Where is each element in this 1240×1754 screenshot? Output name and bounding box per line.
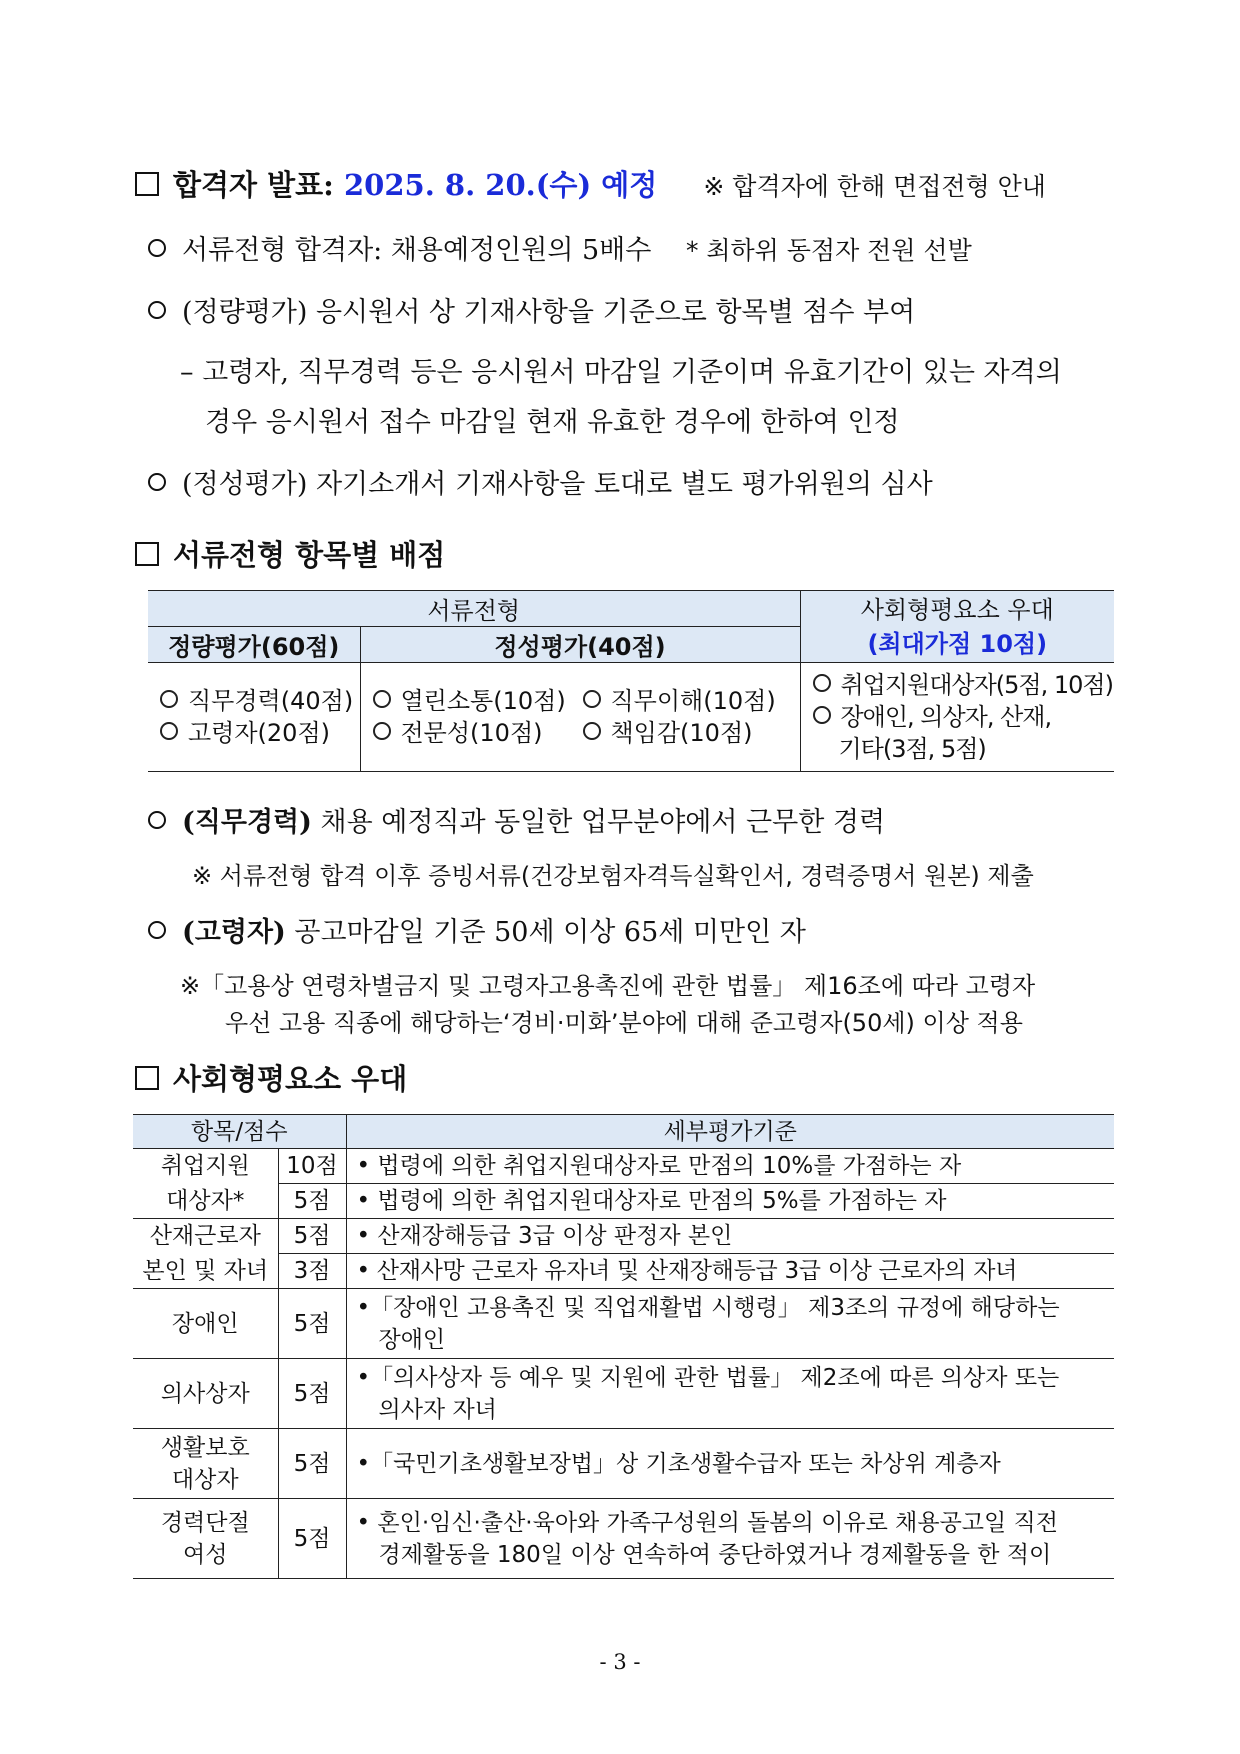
career-note: ※ 서류전형 합격 이후 증빙서류(건강보험자격득실확인서, 경력증명서 원본) 제출 [192, 862, 1034, 890]
social-item: 취업지원대상자(5점, 10점) [813, 669, 1115, 701]
circle-icon [373, 690, 391, 708]
bullet-text: (정량평가) 응시원서 상 기재사항을 기준으로 항목별 점수 부여 [182, 297, 916, 328]
circle-bullet-icon [148, 921, 166, 939]
score-cell: 3점 [278, 1254, 346, 1289]
header-doc-screening: 서류전형 [148, 591, 800, 627]
detail-cell: • 산재사망 근로자 유자녀 및 산재장해등급 3급 이상 근로자의 자녀 [346, 1254, 1114, 1289]
circle-bullet-icon [148, 239, 166, 257]
social-items [800, 663, 1114, 772]
circle-icon [373, 722, 391, 740]
announcement-note: ※ 합격자에 한해 면접전형 안내 [703, 172, 1046, 201]
circle-icon [813, 674, 831, 692]
social-item: 장애인, 의상자, 산재, [813, 701, 1115, 733]
section-title: 사회형평요소 우대 [173, 1062, 408, 1096]
header-detail: 세부평가기준 [346, 1115, 1114, 1149]
detail-cell: • 법령에 의한 취업지원대상자로 만점의 10%를 가점하는 자 [346, 1149, 1114, 1184]
circle-icon [583, 722, 601, 740]
section-pref-heading [135, 1057, 407, 1098]
elderly-note-1: ※「고용상 연령차별금지 및 고령자고용촉진에 관한 법률」 제16조에 따라 고령자 [180, 972, 1036, 1000]
circle-icon [160, 690, 178, 708]
quant-item: 고령자(20점) [160, 717, 360, 749]
qual-items [360, 663, 800, 772]
header-item-score: 항목/점수 [133, 1115, 346, 1149]
elderly-text: 공고마감일 기준 50세 이상 65세 미만인 자 [294, 917, 806, 948]
circle-bullet-icon [148, 811, 166, 829]
circle-icon [583, 690, 601, 708]
detail-cell: • 법령에 의한 취업지원대상자로 만점의 5%를 가점하는 자 [346, 1184, 1114, 1219]
detail-cell: • 혼인·임신·출산·육아와 가족구성원의 돌봄의 이유로 채용공고일 직전 경제활동을 180일 이상 연속하여 중단하였거나 경제활동을 한 적이 [346, 1499, 1114, 1579]
qual-item: 직무이해(10점) [583, 687, 776, 715]
bullet-doc-pass [148, 228, 972, 267]
section-score-heading [135, 533, 445, 574]
career-label: (직무경력) [182, 807, 312, 838]
table-row [133, 1219, 1114, 1254]
checkbox-square-icon [135, 172, 159, 196]
bullet-quant [148, 290, 915, 329]
score-table [148, 590, 1114, 772]
qual-item: 책임감(10점) [583, 719, 753, 747]
quant-item: 직무경력(40점) [160, 685, 360, 717]
checkbox-square-icon [135, 1066, 159, 1090]
item-cell: 대상자* [133, 1184, 278, 1219]
item-cell: 본인 및 자녀 [133, 1254, 278, 1289]
bullet-text: (정성평가) 자기소개서 기재사항을 토대로 별도 평가위원의 심사 [182, 469, 933, 500]
score-cell: 5점 [278, 1429, 346, 1499]
header-qual: 정성평가(40점) [360, 627, 800, 663]
score-cell: 5점 [278, 1359, 346, 1429]
dash-line-1: – 고령자, 직무경력 등은 응시원서 마감일 기준이며 유효기간이 있는 자격의 [180, 357, 1062, 388]
detail-cell: •「의사상자 등 예우 및 지원에 관한 법률」 제2조에 따른 의상자 또는 의사자 자녀 [346, 1359, 1114, 1429]
header-social [800, 591, 1114, 663]
bullet-text: 서류전형 합격자: 채용예정인원의 5배수 [182, 235, 652, 266]
score-cell: 10점 [278, 1149, 346, 1184]
score-cell: 5점 [278, 1219, 346, 1254]
item-cell: 취업지원 [133, 1149, 278, 1184]
table-row [133, 1289, 1114, 1359]
bullet-elderly [148, 910, 806, 949]
table-row [133, 1359, 1114, 1429]
qual-item: 열린소통(10점) [373, 685, 583, 717]
circle-bullet-icon [148, 301, 166, 319]
qual-item: 전문성(10점) [373, 717, 583, 749]
bullet-career [148, 800, 885, 839]
header-social-max: (최대가점 10점) [867, 629, 1048, 658]
item-cell: 산재근로자 [133, 1219, 278, 1254]
preference-table [133, 1114, 1114, 1579]
header-quant: 정량평가(60점) [148, 627, 360, 663]
bullet-qual [148, 462, 933, 501]
circle-bullet-icon [148, 473, 166, 491]
page-number: - 3 - [599, 1650, 641, 1674]
score-cell: 5점 [278, 1499, 346, 1579]
item-cell: 장애인 [133, 1289, 278, 1359]
table-row [133, 1149, 1114, 1184]
career-text: 채용 예정직과 동일한 업무분야에서 근무한 경력 [320, 807, 886, 838]
bullet-note: * 최하위 동점자 전원 선발 [685, 236, 972, 265]
item-cell: 생활보호 대상자 [133, 1429, 278, 1499]
announcement-label: 합격자 발표: [173, 168, 334, 202]
score-cell: 5점 [278, 1289, 346, 1359]
detail-cell: • 산재장해등급 3급 이상 판정자 본인 [346, 1219, 1114, 1254]
announcement-heading [135, 163, 1046, 204]
table-row [133, 1184, 1114, 1219]
social-item-cont: 기타(3점, 5점) [838, 735, 986, 763]
section-title: 서류전형 항목별 배점 [173, 538, 446, 572]
table-row [133, 1499, 1114, 1579]
header-social-title: 사회형평요소 우대 [860, 595, 1054, 624]
elderly-label: (고령자) [182, 917, 286, 948]
circle-icon [813, 706, 831, 724]
quant-items [148, 663, 360, 772]
detail-cell: •「장애인 고용촉진 및 직업재활법 시행령」 제3조의 규정에 해당하는 장애인 [346, 1289, 1114, 1359]
elderly-note-2: 우선 고용 직종에 해당하는‘경비·미화’분야에 대해 준고령자(50세) 이상 적용 [225, 1009, 1023, 1037]
table-row [133, 1254, 1114, 1289]
item-cell: 경력단절 여성 [133, 1499, 278, 1579]
score-cell: 5점 [278, 1184, 346, 1219]
announcement-date: 2025. 8. 20.(수) 예정 [343, 168, 658, 202]
item-cell: 의사상자 [133, 1359, 278, 1429]
checkbox-square-icon [135, 542, 159, 566]
detail-cell: •「국민기초생활보장법」상 기초생활수급자 또는 차상위 계층자 [346, 1429, 1114, 1499]
circle-icon [160, 722, 178, 740]
dash-line-2: 경우 응시원서 접수 마감일 현재 유효한 경우에 한하여 인정 [205, 407, 900, 438]
table-row [133, 1429, 1114, 1499]
